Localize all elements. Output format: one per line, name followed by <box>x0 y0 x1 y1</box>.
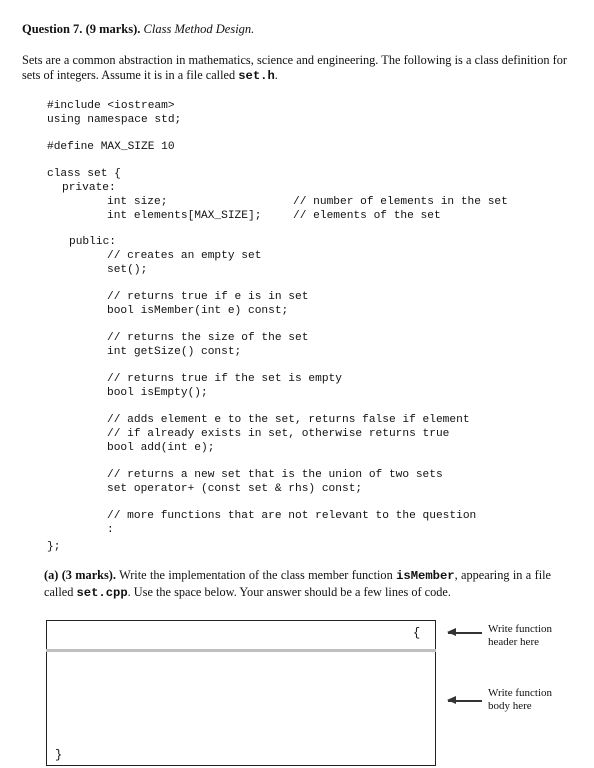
header-arrow-icon <box>448 632 482 634</box>
header-body-divider <box>46 649 436 652</box>
code-isempty-comment: // returns true if the set is empty <box>107 373 342 385</box>
code-public: public: <box>69 236 116 248</box>
part-a-text-before: Write the implementation of the class member function <box>115 568 397 582</box>
code-union-comment: // returns a new set that is the union of two sets <box>107 469 443 481</box>
part-a-prompt <box>44 567 551 601</box>
code-add-comment-2: // if already exists in set, otherwise returns true <box>107 428 450 440</box>
code-ismember-comment: // returns true if e is in set <box>107 291 309 303</box>
code-add: bool add(int e); <box>107 442 215 454</box>
body-note <box>488 687 552 713</box>
code-isempty: bool isEmpty(); <box>107 387 208 399</box>
code-union: set operator+ (const set & rhs) const; <box>107 483 363 495</box>
intro-text-after: . <box>274 68 278 82</box>
header-note-line-1: Write function <box>488 623 553 635</box>
code-class-close: }; <box>47 541 61 553</box>
body-note-line-2: body here <box>488 700 532 712</box>
body-note-line-1: Write function <box>488 687 553 699</box>
code-getsize: int getSize() const; <box>107 346 242 358</box>
part-a-text-after: . Use the space below. Your answer should be a few lines of code. <box>127 585 451 599</box>
code-define: #define MAX_SIZE 10 <box>47 141 175 153</box>
part-a-text-middle: , appearing in a file called <box>44 568 552 599</box>
header-note <box>488 623 552 649</box>
code-class-open: class set { <box>47 168 121 180</box>
code-add-comment-1: // adds element e to the set, returns false if element <box>107 414 470 426</box>
code-using: using namespace std; <box>47 114 182 126</box>
open-brace: { <box>413 626 421 640</box>
intro-text-before: Sets are a common abstraction in mathematics, science and engineering. The following is a class definition for sets of integers. Assume it is in a file called <box>22 53 567 82</box>
part-a-label: (a) (3 marks). <box>44 568 116 582</box>
code-more-comment: // more functions that are not relevant to the question <box>107 510 477 522</box>
code-ismember: bool isMember(int e) const; <box>107 305 289 317</box>
part-a-function-name: isMember <box>396 569 455 583</box>
code-size-decl: int size; <box>107 196 168 208</box>
body-arrow-icon <box>448 700 482 702</box>
code-size-comment: // number of elements in the set <box>293 196 508 208</box>
header-note-line-2: header here <box>488 636 539 648</box>
part-a-filename: set.cpp <box>76 586 128 600</box>
code-elements-comment: // elements of the set <box>293 210 441 222</box>
code-include: #include <iostream> <box>47 100 175 112</box>
question-marks: (9 marks). <box>85 22 141 36</box>
answer-box[interactable] <box>46 620 436 766</box>
question-title <box>22 22 254 37</box>
code-ellipsis: : <box>107 524 114 536</box>
intro-filename: set.h <box>238 69 275 83</box>
close-brace: } <box>55 748 63 762</box>
code-private: private: <box>62 182 116 194</box>
question-topic: Class Method Design. <box>143 22 255 36</box>
code-elements-decl: int elements[MAX_SIZE]; <box>107 210 262 222</box>
code-ctor: set(); <box>107 264 148 276</box>
question-number: Question 7. <box>22 22 83 36</box>
code-ctor-comment: // creates an empty set <box>107 250 262 262</box>
code-getsize-comment: // returns the size of the set <box>107 332 309 344</box>
intro-paragraph <box>22 53 567 84</box>
